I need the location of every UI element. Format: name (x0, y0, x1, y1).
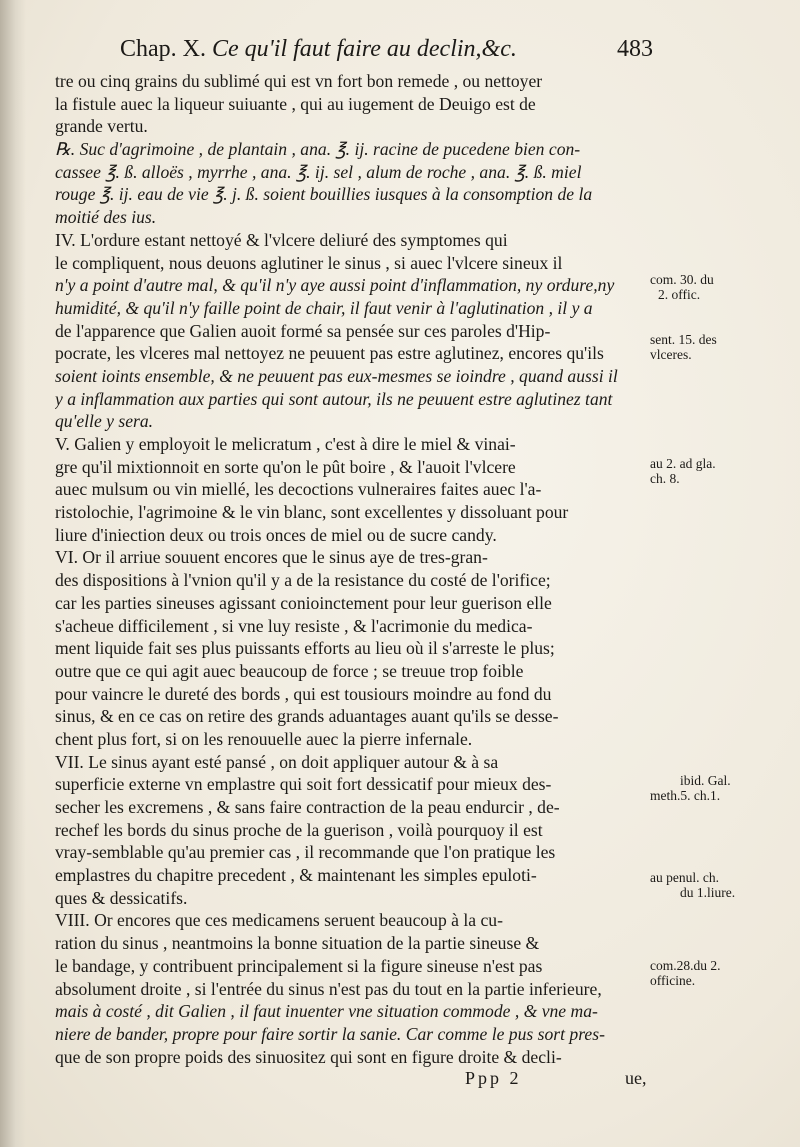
signature-mark: Ppp 2 (465, 1068, 522, 1088)
text-line: humidité, & qu'il n'y faille point de chair, il faut venir à l'aglutination , il y a (55, 297, 593, 318)
text-line: sinus, & en ce cas on retire des grands aduantages auant qu'ils se desse- (55, 706, 559, 727)
margin-note-line: au 2. ad gla. (650, 456, 716, 471)
margin-note-line: ch. 8. (650, 471, 680, 486)
text-line: pour vaincre le dureté des bords , qui est tousiours moindre au fond du (55, 683, 552, 704)
page-header (120, 36, 653, 70)
text-line: emplastres du chapitre precedent , & maintenant les simples epuloti- (55, 865, 537, 886)
text-line: mais à costé , dit Galien , il faut inuenter vne situation commode , & vne ma- (55, 1001, 598, 1022)
running-head-title: Ce qu'il faut faire au declin,&c. (212, 36, 517, 62)
text-line: VI. Or il arriue souuent encores que le sinus aye de tres-gran- (55, 547, 488, 568)
text-line: y a inflammation aux parties qui sont autour, ils ne peuuent estre aglutinez tant (55, 388, 613, 409)
text-line: des dispositions à l'vnion qu'il y a de la resistance du costé de l'orifice; (55, 570, 551, 591)
margin-note-line: vlceres. (650, 347, 692, 362)
margin-note-line: com. 30. du (650, 272, 714, 287)
text-line: auec mulsum ou vin miellé, les decoctions vulneraires faites auec l'a- (55, 479, 542, 500)
text-line: pocrate, les vlceres mal nettoyez ne peuuent pas estre aglutinez, encores qu'ils (55, 343, 604, 364)
margin-note-1 (650, 272, 798, 302)
margin-note-6 (650, 958, 798, 988)
text-line: vray-semblable qu'au premier cas , il recommande que l'on pratique les (55, 842, 556, 863)
text-line: ment liquide fait ses plus puissants efforts au lieu où il s'arreste le plus; (55, 638, 555, 659)
text-line: tre ou cinq grains du sublimé qui est vn fort bon remede , ou nettoyer (55, 71, 543, 91)
text-line: rouge ℥. ij. eau de vie ℥. j. ß. soient bouillies iusques à la consomption de la (55, 184, 593, 205)
running-head-chapter: Chap. X. (120, 36, 212, 62)
text-line: le bandage, y contribuent principalement si la figure sineuse n'est pas (55, 955, 543, 976)
text-line: VIII. Or encores que ces medicamens seruent beaucoup à la cu- (55, 910, 503, 931)
body-text (55, 70, 655, 1068)
text-line: grande vertu. (55, 116, 148, 137)
catchword: ue, (625, 1068, 647, 1088)
margin-note-3 (650, 456, 798, 486)
margin-note-4 (650, 773, 798, 803)
page-footer (465, 1068, 785, 1094)
text-line: la fistule auec la liqueur suiuante , qui au iugement de Deuigo est de (55, 93, 536, 114)
text-line: qu'elle y sera. (55, 411, 154, 432)
text-line: absolument droite , si l'entrée du sinus n'est pas du tout en la partie inferieure, (55, 978, 602, 999)
margin-note-line: ibid. Gal. (680, 773, 731, 788)
text-line: secher les excremens , & sans faire contraction de la peau endurcir , de- (55, 797, 560, 817)
margin-note-line: meth.5. ch.1. (650, 788, 721, 803)
margin-note-5 (650, 870, 798, 900)
text-line: ques & dessicatifs. (55, 887, 188, 908)
text-line: que de son propre poids des sinuositez qui sont en figure droite & decli- (55, 1046, 562, 1067)
margin-note-line: au penul. ch. (650, 870, 719, 885)
text-line: de l'apparence que Galien auoit formé sa pensée sur ces paroles d'Hip- (55, 320, 551, 341)
text-line: chent plus fort, si on les renouuelle auec la pierre infernale. (55, 728, 473, 749)
text-line: rechef les bords du sinus proche de la guerison , voilà pourquoy il est (55, 819, 543, 840)
text-line: IV. L'ordure estant nettoyé & l'vlcere deliuré des symptomes qui (55, 229, 508, 250)
margin-note-line: officine. (650, 973, 696, 988)
text-line: niere de bander, propre pour faire sortir la sanie. Car comme le pus sort pres- (55, 1023, 605, 1044)
text-line: ration du sinus , neantmoins la bonne situation de la partie sineuse & (55, 933, 540, 954)
text-line: car les parties sineuses agissant conioinctement pour leur guerison elle (55, 592, 552, 613)
text-line: liure d'iniection deux ou trois onces de miel ou de sucre candy. (55, 524, 497, 545)
text-line: VII. Le sinus ayant esté pansé , on doit appliquer autour & à sa (55, 751, 499, 772)
text-line: gre qu'il mixtionnoit en sorte qu'on le pût boire , & l'auoit l'vlcere (55, 456, 516, 477)
running-head (120, 36, 517, 63)
page-gutter-shadow (0, 0, 26, 1147)
text-line: le compliquent, nous deuons aglutiner le sinus , si auec l'vlcere sineux il (55, 252, 563, 273)
margin-note-line: 2. offic. (658, 287, 701, 302)
text-line: ℞. Suc d'agrimoine , de plantain , ana. ℥. ij. racine de pucedene bien con- (55, 139, 581, 160)
text-line: s'acheue difficilement , si vne luy resiste , & l'acrimonie du medica- (55, 615, 533, 636)
text-line: superficie externe vn emplastre qui soit fort dessicatif pour mieux des- (55, 774, 552, 795)
text-line: cassee ℥. ß. alloës , myrrhe , ana. ℥. ij. sel , alum de roche , ana. ℥. ß. miel (55, 161, 582, 182)
margin-note-line: du 1.liure. (680, 885, 736, 900)
margin-note-line: com.28.du 2. (650, 958, 721, 973)
text-line: soient ioints ensemble, & ne peuuent pas eux-mesmes se ioindre , quand aussi il (55, 365, 618, 386)
margin-note-line: sent. 15. des (650, 332, 717, 347)
page-number: 483 (617, 36, 653, 62)
text-line: n'y a point d'autre mal, & qu'il n'y aye aussi point d'inflammation, ny ordure,ny (55, 275, 615, 296)
margin-note-2 (650, 332, 798, 362)
text-line: V. Galien y employoit le melicratum , c'est à dire le miel & vinai- (55, 434, 516, 454)
text-line: outre que ce qui agit auec beaucoup de force ; se treuue trop foible (55, 660, 524, 681)
text-line: ristolochie, l'agrimoine & le vin blanc, sont excellentes y dissoluant pour (55, 502, 569, 523)
text-line: moitié des ius. (55, 207, 157, 228)
